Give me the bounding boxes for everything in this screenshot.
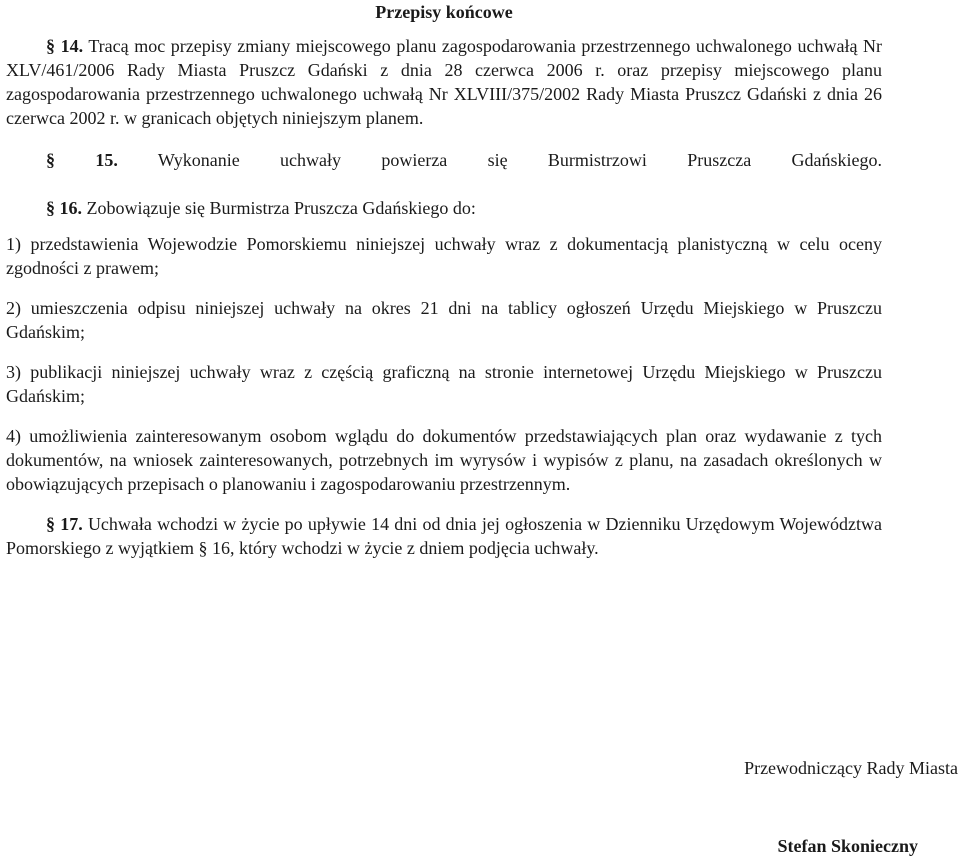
paragraph-17 xyxy=(6,512,882,560)
section-symbol: § xyxy=(46,514,55,534)
section-symbol: § xyxy=(46,36,55,56)
section-symbol: § xyxy=(46,150,55,170)
section-symbol: § xyxy=(198,538,208,558)
section-number-16: § 16. xyxy=(46,198,82,218)
section-number-15: § 15. xyxy=(46,150,118,170)
paragraph-15-text: Wykonanie uchwały powierza się Burmistrzowi Pruszcza Gdańskiego. xyxy=(157,150,883,170)
paragraph-15 xyxy=(6,148,882,172)
document-body xyxy=(6,0,882,560)
section-number-14: § 14. xyxy=(46,36,84,56)
section-heading: Przepisy końcowe xyxy=(375,2,513,22)
paragraph-17-text-before: Uchwała wchodzi w życie po upływie 14 dni od dnia jej ogłoszenia w Dzienniku Urzędowym Województwa Pomorskiego z wyjątkiem xyxy=(6,514,883,558)
section-symbol: § xyxy=(46,198,55,218)
list-item: 3) publikacji niniejszej uchwały wraz z częścią graficzną na stronie internetowej Urzędu Miejskiego w Pruszczu Gdańskim; xyxy=(6,362,882,406)
signature-title: Przewodniczący Rady Miasta xyxy=(744,758,958,778)
paragraph-14 xyxy=(6,34,882,130)
signature-name: Stefan Skonieczny xyxy=(777,836,918,856)
paragraph-14-text: Tracą moc przepisy zmiany miejscowego planu zagospodarowania przestrzennego uchwalonego uchwałą Nr XLV/461/2006 Rady Miasta Pruszcz Gdański z dnia 28 czerwca 2006 r. oraz przepisy miejscowego planu zagospodarowania przestrzennego uchwalonego uchwałą Nr XLVIII/375/2002 Rady Miasta Pruszcz Gdański z dnia 26 czerwca 2002 r. w granicach objętych niniejszym planem. xyxy=(6,36,882,128)
paragraph-17-text-after: 16, który wchodzi w życie z dniem podjęcia uchwały. xyxy=(211,538,599,558)
list-item: 1) przedstawienia Wojewodzie Pomorskiemu niniejszej uchwały wraz z dokumentacją planistyczną w celu oceny zgodności z prawem; xyxy=(6,234,882,278)
section-number-17: § 17. xyxy=(46,514,83,534)
list-item: 2) umieszczenia odpisu niniejszej uchwały na okres 21 dni na tablicy ogłoszeń Urzędu Miejskiego w Pruszczu Gdańskim; xyxy=(6,298,882,342)
list-item: 4) umożliwienia zainteresowanym osobom wglądu do dokumentów przedstawiających plan oraz wydawanie z tych dokumentów, na wniosek zainteresowanych, potrzebnych im wyrysów i wypisów z planu, na zasadach określonych w obowiązujących przepisach o planowaniu i zagospodarowaniu przestrzennym. xyxy=(6,426,882,494)
paragraph-16-text: Zobowiązuje się Burmistrza Pruszcza Gdańskiego do: xyxy=(86,198,476,218)
paragraph-16 xyxy=(6,196,882,220)
